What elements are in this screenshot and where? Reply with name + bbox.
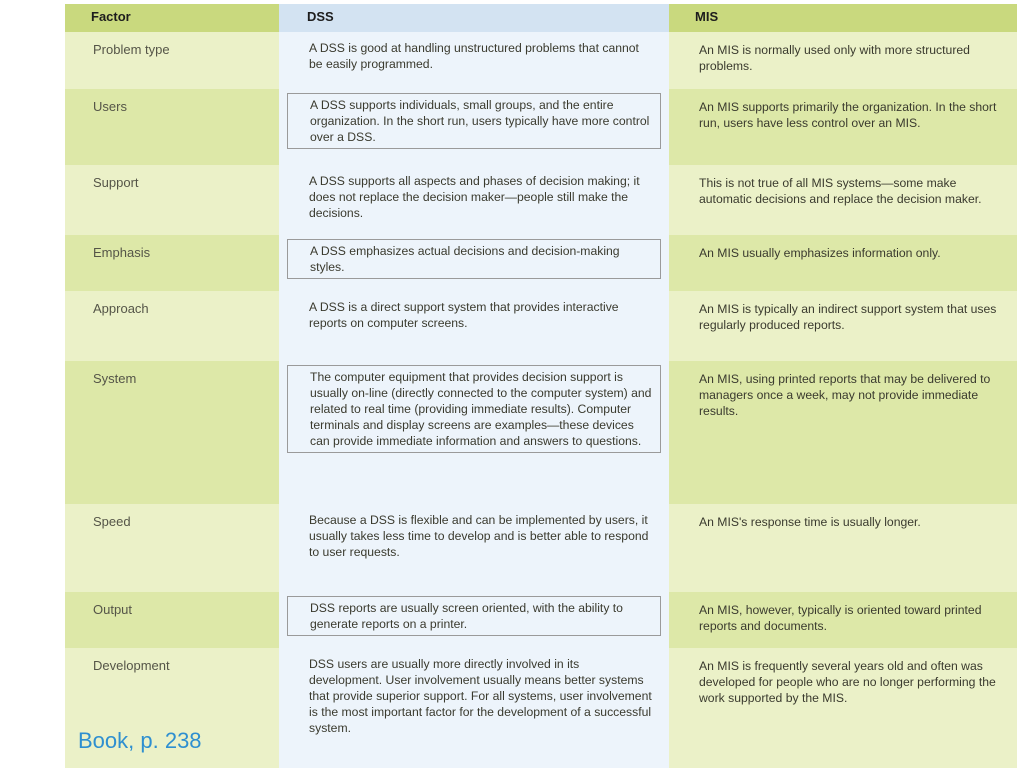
dss-cell: [279, 32, 669, 89]
table-row: [65, 592, 1017, 648]
factor-cell: Problem type: [65, 32, 279, 89]
factor-cell: Approach: [65, 291, 279, 361]
mis-cell: An MIS usually emphasizes information only.: [669, 235, 1017, 291]
dss-cell: [279, 235, 669, 291]
table-row: [65, 291, 1017, 361]
dss-cell: [279, 648, 669, 768]
factor-cell: Output: [65, 592, 279, 648]
factor-cell: Support: [65, 165, 279, 235]
dss-text: A DSS supports all aspects and phases of decision making; it does not replace the decision maker—people still make the decisions.: [309, 174, 640, 220]
dss-text: A DSS supports individuals, small groups, and the entire organization. In the short run, users typically have more control over a DSS.: [287, 93, 661, 149]
header-row: [65, 4, 1017, 32]
dss-text: The computer equipment that provides decision support is usually on-line (directly connected to the computer system) and related to real time (providing immediate results). Computer terminals and display screens are examples—these devices can provide immediate information and answers to questions.: [287, 365, 661, 453]
table-row: [65, 235, 1017, 291]
dss-cell: [279, 361, 669, 504]
mis-cell: An MIS's response time is usually longer.: [669, 504, 1017, 592]
dss-text: Because a DSS is flexible and can be implemented by users, it usually takes less time to develop and is better able to respond to user requests.: [309, 513, 649, 559]
table-row: [65, 648, 1017, 768]
table-row: [65, 32, 1017, 89]
dss-text: A DSS is a direct support system that provides interactive reports on computer screens.: [309, 300, 619, 330]
dss-cell: [279, 291, 669, 361]
header-mis: MIS: [669, 4, 1017, 32]
factor-cell: Speed: [65, 504, 279, 592]
header-factor: Factor: [65, 4, 279, 32]
mis-cell: An MIS is typically an indirect support system that uses regularly produced reports.: [669, 291, 1017, 361]
dss-text: A DSS emphasizes actual decisions and decision-making styles.: [287, 239, 661, 279]
factor-cell: Development: [65, 648, 279, 768]
table-row: [65, 361, 1017, 504]
header-dss: DSS: [279, 4, 669, 32]
mis-cell: An MIS is normally used only with more structured problems.: [669, 32, 1017, 89]
dss-cell: [279, 592, 669, 648]
table-row: [65, 89, 1017, 165]
table-row: [65, 504, 1017, 592]
dss-text: A DSS is good at handling unstructured problems that cannot be easily programmed.: [309, 41, 639, 71]
mis-cell: An MIS is frequently several years old and often was developed for people who are no longer performing the work supported by the MIS.: [669, 648, 1017, 768]
source-citation: Book, p. 238: [78, 728, 202, 753]
mis-cell: An MIS, using printed reports that may be delivered to managers once a week, may not provide immediate results.: [669, 361, 1017, 504]
factor-cell: System: [65, 361, 279, 504]
mis-cell: An MIS, however, typically is oriented toward printed reports and documents.: [669, 592, 1017, 648]
table-row: [65, 165, 1017, 235]
dss-text: DSS users are usually more directly involved in its development. User involvement usually means better systems that provide superior support. For all systems, user involvement is the most important factor for the development of a successful system.: [309, 657, 652, 735]
factor-cell: Users: [65, 89, 279, 165]
factor-cell: Emphasis: [65, 235, 279, 291]
dss-cell: [279, 165, 669, 235]
dss-cell: [279, 89, 669, 165]
dss-cell: [279, 504, 669, 592]
mis-cell: An MIS supports primarily the organization. In the short run, users have less control over an MIS.: [669, 89, 1017, 165]
dss-text: DSS reports are usually screen oriented, with the ability to generate reports on a printer.: [287, 596, 661, 636]
dss-vs-mis-table: [65, 4, 1017, 768]
mis-cell: This is not true of all MIS systems—some make automatic decisions and replace the decision maker.: [669, 165, 1017, 235]
